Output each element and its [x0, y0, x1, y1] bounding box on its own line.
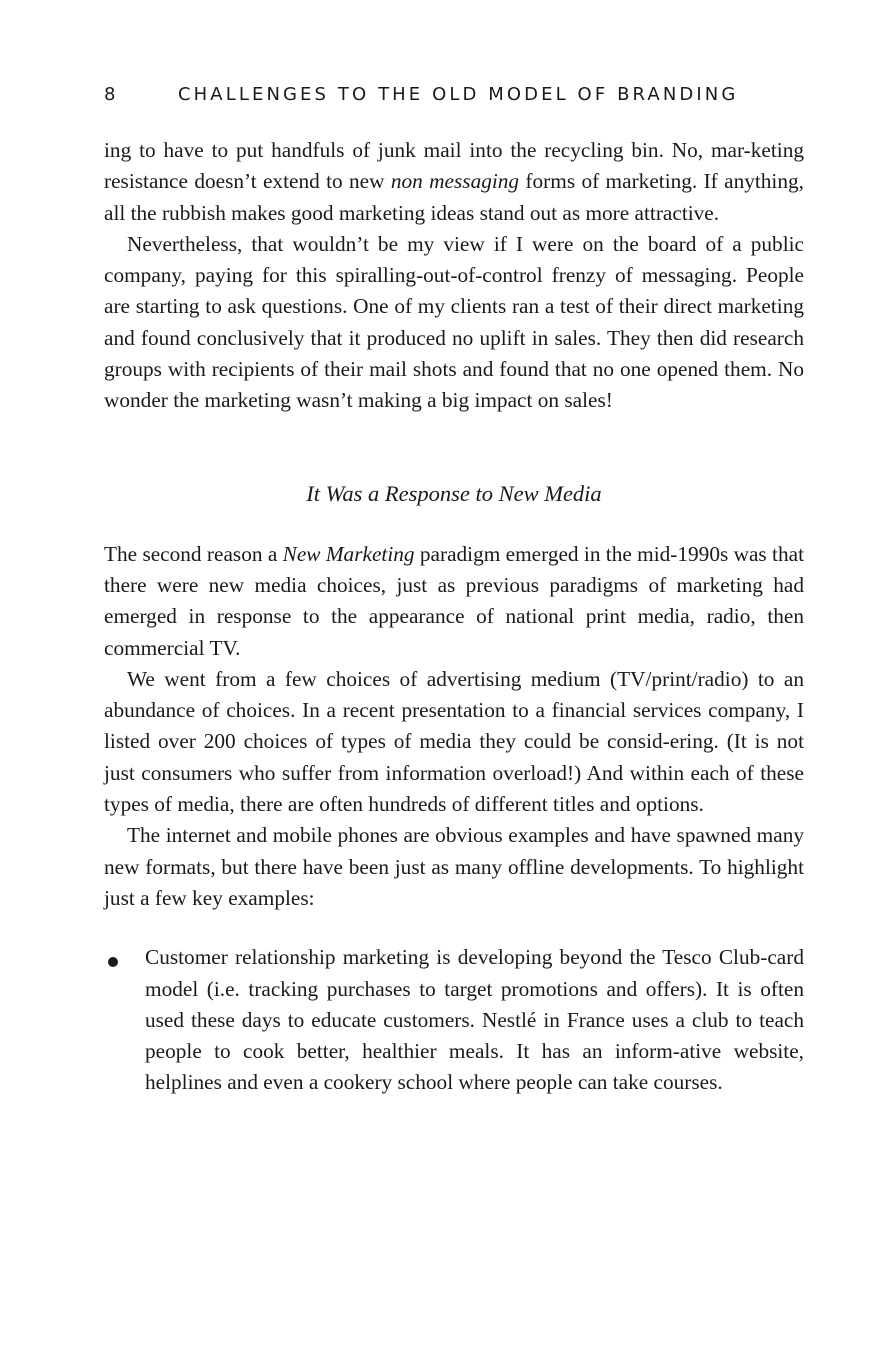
- book-page: [104, 78, 804, 1099]
- bullet-list: [104, 942, 804, 1098]
- paragraph-1-part-b: forms of marketing. If anything, all the rubbish makes good marketing ideas stand out as more attractive.: [104, 169, 804, 225]
- paragraph-3-emphasis: New Marketing: [282, 541, 415, 566]
- bullet-item: [104, 942, 804, 1098]
- body-text: [104, 135, 804, 1099]
- paragraph-1: [104, 135, 804, 229]
- paragraph-3: [104, 539, 804, 664]
- running-title: CHALLENGES TO THE OLD MODEL OF BRANDING: [178, 84, 739, 105]
- paragraph-4: We went from a few choices of advertising medium (TV/print/radio) to an abundance of choices. In a recent presentation to a financial services company, I listed over 200 choices of types of media they could be consid-ering. (It is not just consumers who suffer from information overload!) And within each of these types of media, there are often hundreds of different titles and options.: [104, 666, 804, 817]
- paragraph-3-part-a: The second reason a: [104, 541, 283, 566]
- paragraph-1-emphasis: non messaging: [390, 169, 520, 194]
- bullet-text: Customer relationship marketing is developing beyond the Tesco Club-card model (i.e. tracking purchases to target promotions and offers). It is often used these days to educate customers. Nestlé in France uses a club to teach people to cook better, healthier meals. It has an inform-ative website, helplines and even a cookery school where people can take courses.: [145, 945, 804, 1095]
- page-number: 8: [104, 84, 116, 105]
- paragraph-5: The internet and mobile phones are obvious examples and have spawned many new formats, but there have been just as many offline developments. To highlight just a few key examples:: [104, 823, 804, 910]
- running-header: [104, 78, 804, 112]
- paragraph-3-part-b: paradigm emerged in the mid-1990s was that there were new media choices, just as previous paradigms of marketing had emerged in response to the appearance of national print media, radio, then commercial TV.: [104, 541, 804, 660]
- paragraph-1-part-a: ing to have to put handfuls of junk mail into the recycling bin. No, mar-keting resistance doesn’t extend to new: [104, 138, 804, 194]
- bullet-icon: [108, 957, 118, 967]
- section-heading: It Was a Response to New Media: [306, 480, 602, 506]
- paragraph-2: Nevertheless, that wouldn’t be my view if I were on the board of a public company, paying for this spiralling-out-of-control frenzy of messaging. People are starting to ask questions. One of my clients ran a test of their direct marketing and found conclusively that it produced no uplift in sales. They then did research groups with recipients of their mail shots and found that no one opened them. No wonder the marketing wasn’t making a big impact on sales!: [104, 231, 804, 413]
